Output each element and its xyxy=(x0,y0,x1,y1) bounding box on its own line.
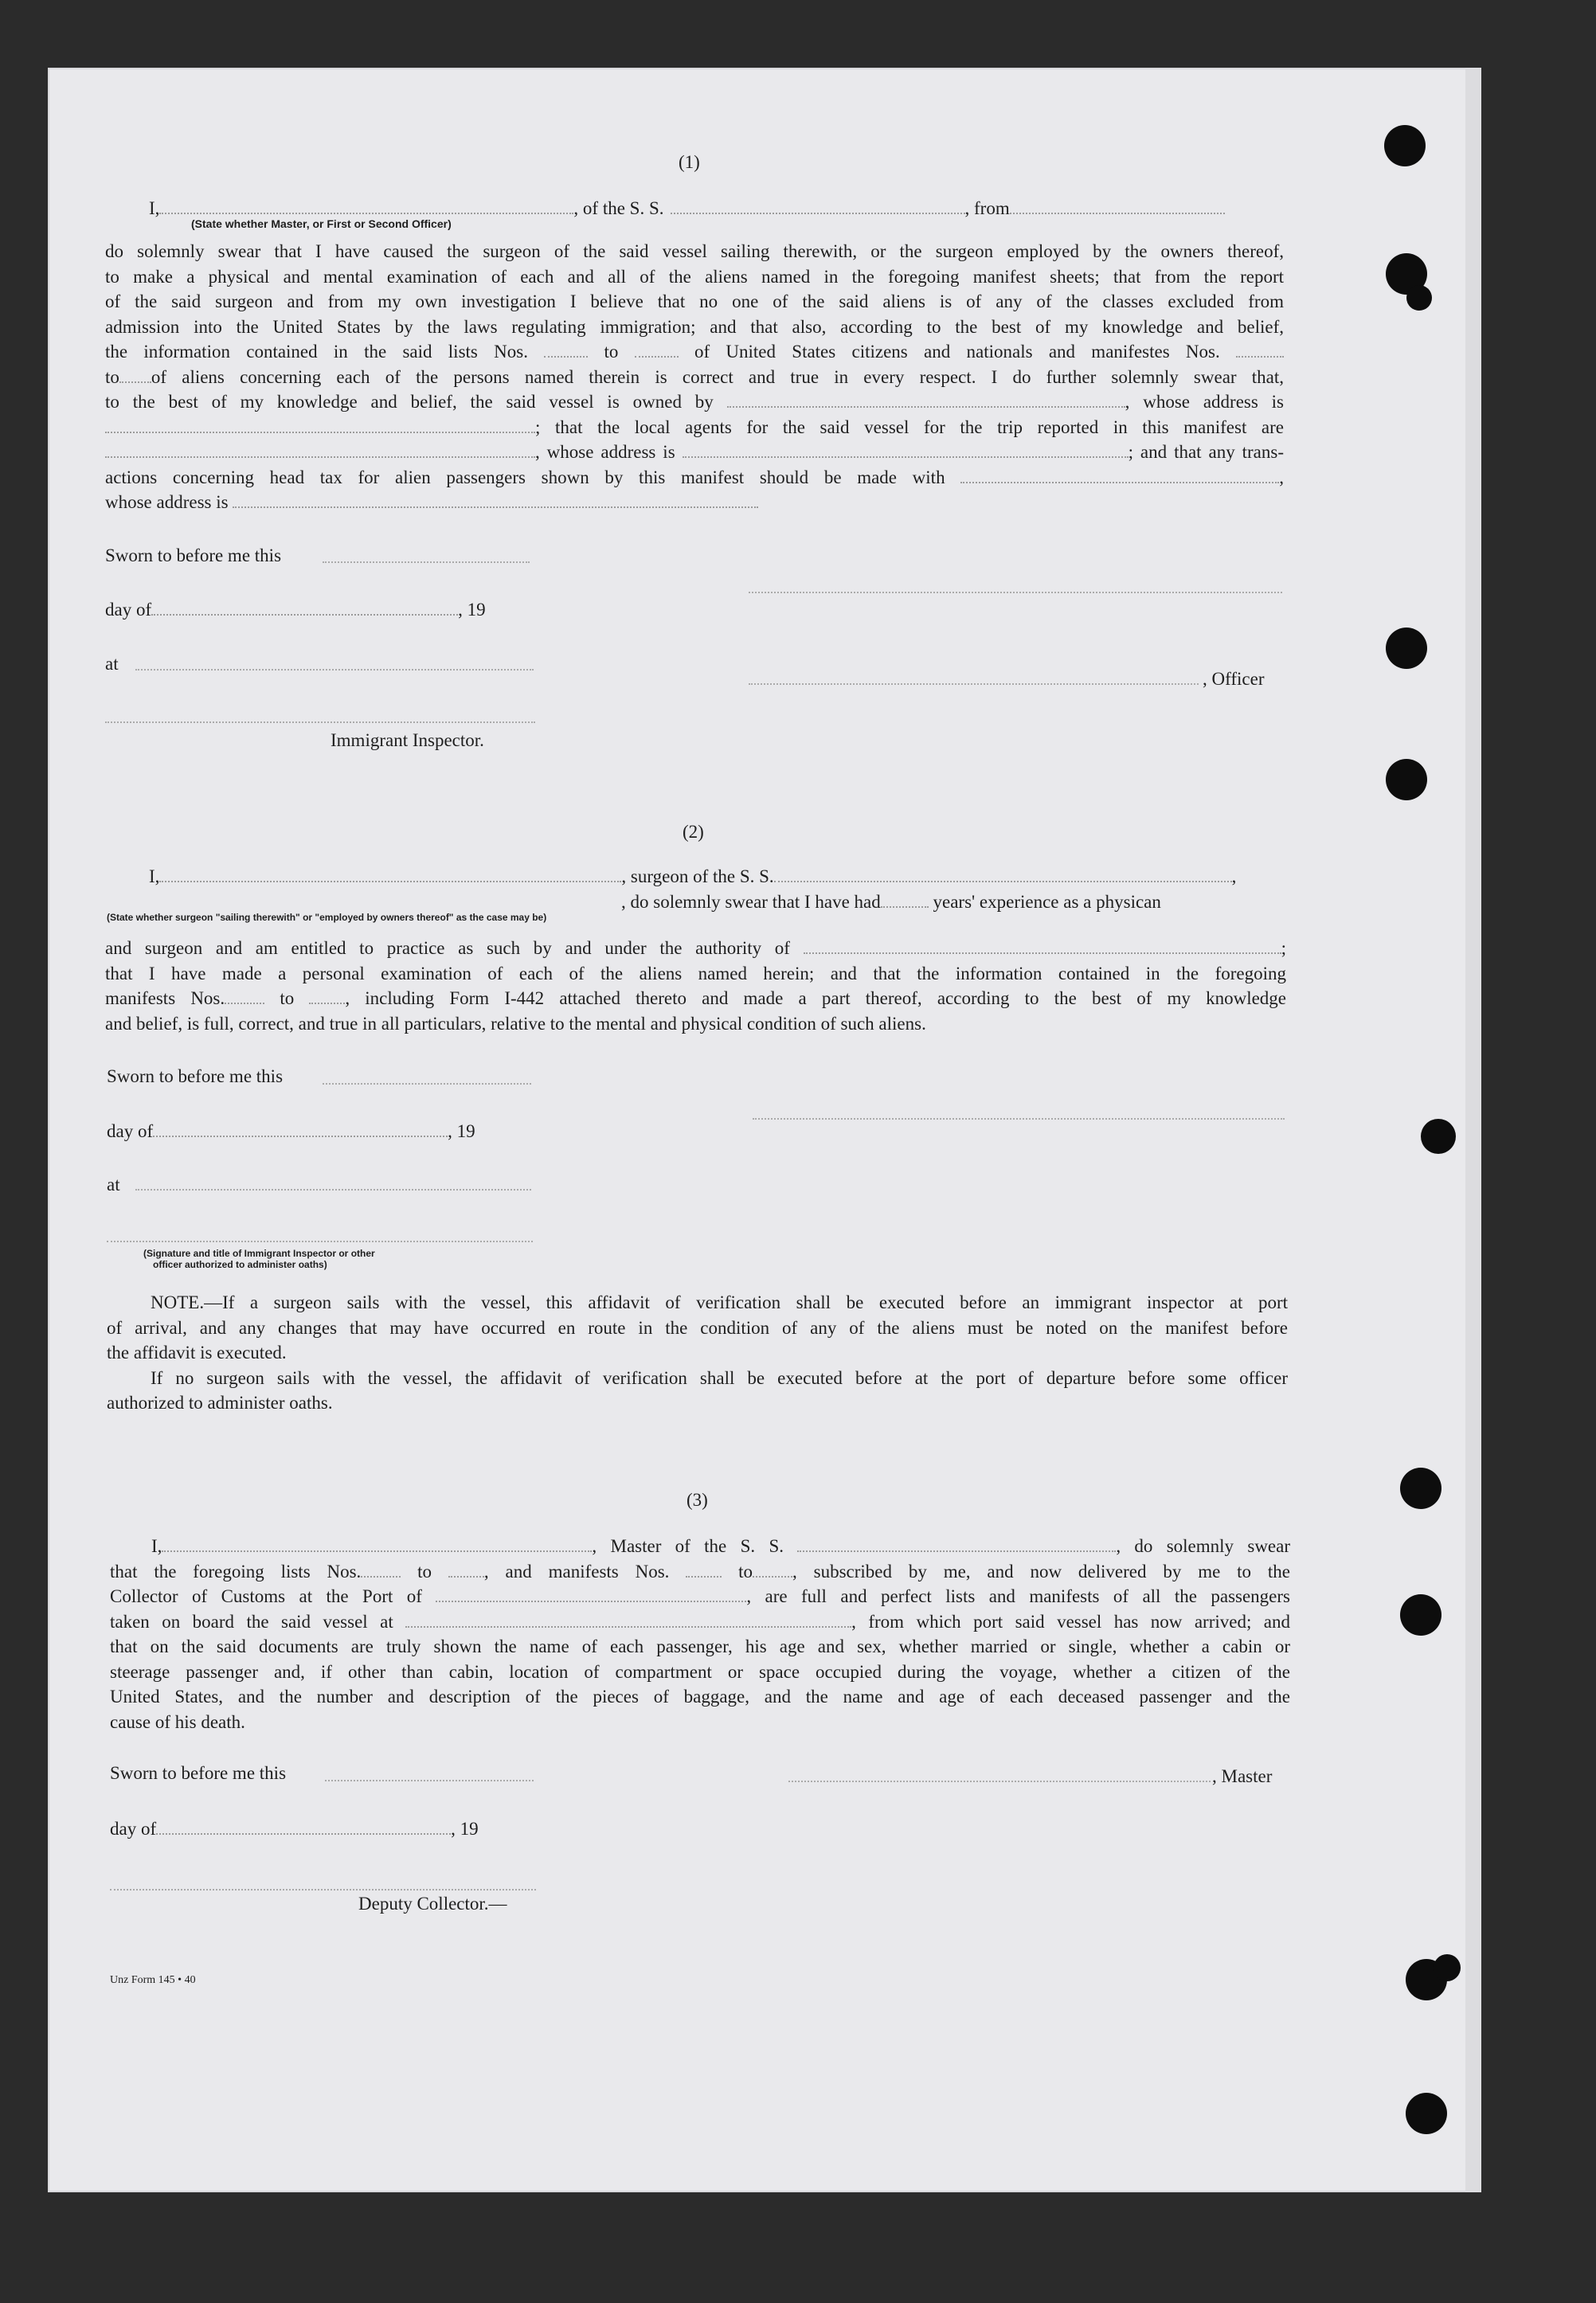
s1-i-label: I, xyxy=(149,198,160,218)
punch-hole xyxy=(1384,125,1426,166)
s2-signature-line xyxy=(753,1118,1285,1120)
s1-body-line xyxy=(105,440,1284,465)
s3-to-label-2: to xyxy=(738,1561,753,1582)
s1-at-line xyxy=(135,669,534,671)
section-3-heading: (3) xyxy=(687,1490,708,1510)
s3-sworn-label: Sworn to before me this xyxy=(110,1763,287,1783)
s1-owned-label: to the best of my knowledge and belief, the said vessel is owned by xyxy=(105,392,714,412)
s1-body-line: to make a physical and mental examination of each and all of the aliens named in the foregoing manifest sheets; that from the report xyxy=(105,266,1284,287)
s3-body-line xyxy=(110,1584,1290,1609)
s3-body-line: United States, and the number and description of the pieces of baggage, and the name and age of each deceased passenger and the xyxy=(110,1687,1290,1707)
s1-officer-line xyxy=(749,683,1199,685)
s1-lists-label: the information contained in the said lists Nos. xyxy=(105,342,528,362)
punch-hole xyxy=(1434,1954,1461,1981)
s2-line1: I, , surgeon of the S. S. , xyxy=(149,866,1237,886)
sheet-edge xyxy=(1465,68,1481,2192)
s3-subscribed-label: , subscribed by me, and now delivered by me to the xyxy=(792,1561,1291,1582)
s1-to-label-2: to xyxy=(105,366,119,387)
s1-address-label: , whose address is xyxy=(1125,392,1284,412)
s3-master-line xyxy=(788,1781,1211,1782)
punch-hole xyxy=(1400,1468,1441,1509)
form-number: Unz Form 145 • 40 xyxy=(110,1974,196,1986)
s1-address-label-3: whose address is xyxy=(105,492,229,512)
s3-lists-label: that the foregoing lists Nos. xyxy=(110,1561,362,1582)
s1-ss-label: , of the S. S. xyxy=(573,198,664,218)
s3-master-label: , Master xyxy=(1212,1766,1273,1786)
s2-authority-label: and surgeon and am entitled to practice as such by and under the authority of xyxy=(105,938,790,958)
s1-sworn-line xyxy=(323,561,530,563)
s1-body-line xyxy=(105,389,1284,415)
s1-year-label: , 19 xyxy=(458,600,486,620)
s2-at-line xyxy=(135,1189,531,1191)
s3-body-line: steerage passenger and, if other than cabin, location of compartment or space occupied during the voyage, whether a citizen of the xyxy=(110,1661,1290,1682)
s2-sig-caption: (Signature and title of Immigrant Inspector or other xyxy=(143,1248,375,1259)
s1-body-line xyxy=(105,490,1284,515)
s1-body-line: admission into the United States by the laws regulating immigration; and that also, according to the best of my knowledge and belief, xyxy=(105,316,1284,337)
s2-swear-label: , do solemnly swear that I have had xyxy=(621,892,881,912)
note-line: If no surgeon sails with the vessel, the affidavit of verification shall be executed before at the port of departure before some officer xyxy=(151,1367,1288,1388)
s2-line2 xyxy=(621,890,1161,914)
s2-manifests-label: manifests Nos. xyxy=(105,988,225,1008)
s3-full-label: , are full and perfect lists and manifests of all the passengers xyxy=(746,1586,1291,1606)
s1-day-label: day of xyxy=(105,600,152,620)
s3-swear-label: , do solemnly swear xyxy=(1116,1536,1291,1556)
s1-body-line: do solemnly swear that I have caused the surgeon of the said vessel sailing therewith, or the surgeon employed by the owners thereof, xyxy=(105,241,1284,261)
punch-hole xyxy=(1421,1119,1456,1154)
note-line: NOTE.—If a surgeon sails with the vessel, this affidavit of verification shall be executed before an immigrant inspector at port xyxy=(151,1292,1288,1312)
punch-hole xyxy=(1406,2093,1447,2134)
s2-caption: (State whether surgeon "sailing therewith" or "employed by owners thereof" as the case may be) xyxy=(107,912,547,923)
s1-body-line: actions concerning head tax for alien passengers shown by this manifest should be made with , xyxy=(105,467,1284,487)
s1-from-label: , from xyxy=(964,198,1010,218)
s3-body-line xyxy=(110,1609,1290,1635)
s1-body-line xyxy=(105,339,1284,365)
s1-body xyxy=(105,239,1284,515)
s3-body-line xyxy=(110,1559,1290,1585)
s1-trans-label: ; and that any trans- xyxy=(1128,442,1284,462)
s1-body-line xyxy=(105,365,1284,390)
punch-hole xyxy=(1386,759,1427,800)
s3-day-row xyxy=(110,1816,479,1841)
s2-at-label: at xyxy=(107,1175,120,1195)
section-1-heading: (1) xyxy=(679,152,700,172)
s2-day-row xyxy=(107,1119,475,1144)
s2-body-line: and belief, is full, correct, and true in all particulars, relative to the mental and physical condition of such aliens. xyxy=(105,1013,926,1034)
s2-to-label: to xyxy=(280,988,295,1008)
s2-note xyxy=(107,1290,1288,1416)
s1-to-label: to xyxy=(604,342,619,362)
punch-hole xyxy=(1406,285,1432,311)
s1-caption: (State whether Master, or First or Second Officer) xyxy=(191,217,452,230)
s3-deputy-line xyxy=(110,1889,536,1890)
s1-body-line xyxy=(105,415,1284,440)
s1-headtax-label: actions concerning head tax for alien passengers shown by this manifest should be made with xyxy=(105,467,945,487)
punch-hole xyxy=(1400,1594,1441,1636)
s1-sworn-label: Sworn to before me this xyxy=(105,545,282,565)
s3-ss-label: , Master of the S. S. xyxy=(592,1536,784,1556)
s1-officer-label: , Officer xyxy=(1203,669,1265,689)
s2-body-line: and surgeon and am entitled to practice as such by and under the authority of ; xyxy=(105,938,1287,958)
s3-body xyxy=(110,1534,1290,1734)
s3-day-label: day of xyxy=(110,1819,157,1839)
s1-at-label: at xyxy=(105,654,119,674)
s3-vessel-label: taken on board the said vessel at xyxy=(110,1611,393,1632)
s1-inspector-label: Immigrant Inspector. xyxy=(331,730,484,750)
s3-year-label: , 19 xyxy=(451,1819,479,1839)
s3-sworn-line xyxy=(325,1780,534,1781)
s2-ss-label: , surgeon of the S. S. xyxy=(621,866,774,886)
s2-year-label: , 19 xyxy=(448,1121,475,1141)
s3-arrived-label: , from which port said vessel has now arrived; and xyxy=(851,1611,1290,1632)
s1-agents-label: ; that the local agents for the said vessel for the trip reported in this manifest are xyxy=(535,416,1284,437)
section-2-heading: (2) xyxy=(683,822,704,842)
note-line: authorized to administer oaths. xyxy=(107,1393,333,1413)
s1-manifests-label: of United States citizens and nationals and manifestes Nos. xyxy=(694,342,1220,362)
note-line: the affidavit is executed. xyxy=(107,1343,287,1363)
s2-i-label: I, xyxy=(149,866,160,886)
s2-sworn-line xyxy=(323,1083,531,1085)
s2-sig-caption: officer authorized to administer oaths) xyxy=(153,1259,327,1270)
s1-body-line: of the said surgeon and from my own investigation I believe that no one of the said aliens is of any of the classes excluded from xyxy=(105,291,1284,311)
s2-body xyxy=(105,936,1286,1036)
s2-body-line xyxy=(105,986,1286,1011)
s1-address-label-2: , whose address is xyxy=(535,442,675,462)
s3-to-label: to xyxy=(417,1561,432,1582)
s3-body-line xyxy=(110,1534,1290,1559)
s2-sworn-label: Sworn to before me this xyxy=(107,1066,284,1086)
s2-body-line: that I have made a personal examination of each of the aliens named herein; and that the information contained in the foregoing xyxy=(105,963,1286,983)
s3-deputy-label: Deputy Collector.— xyxy=(358,1894,507,1914)
s3-body-line: that on the said documents are truly shown the name of each passenger, his age and sex, whether married or single, whether a cabin or xyxy=(110,1636,1290,1656)
s1-officer-signature-line xyxy=(749,592,1282,593)
s2-years-label: years' experience as a physican xyxy=(933,892,1161,912)
s1-inspector-line xyxy=(105,721,535,723)
s2-inspector-line xyxy=(107,1241,533,1242)
punch-hole xyxy=(1386,628,1427,669)
s3-manifests-label: , and manifests Nos. xyxy=(483,1561,670,1582)
s3-body-line: cause of his death. xyxy=(110,1711,245,1732)
s3-port-label: Collector of Customs at the Port of xyxy=(110,1586,422,1606)
note-line: of arrival, and any changes that may have occurred en route in the condition of any of the aliens must be noted on the manifest before xyxy=(107,1317,1288,1338)
s2-form-label: , including Form I-442 attached thereto and made a part thereof, according to the best of my knowledge xyxy=(345,988,1287,1008)
s1-aliens-text: of aliens concerning each of the persons named therein is correct and true in every respect. I do further solemnly swear that, xyxy=(151,366,1284,387)
s1-day-row xyxy=(105,597,486,622)
s2-day-label: day of xyxy=(107,1121,154,1141)
s3-i-label: I, xyxy=(151,1536,162,1556)
